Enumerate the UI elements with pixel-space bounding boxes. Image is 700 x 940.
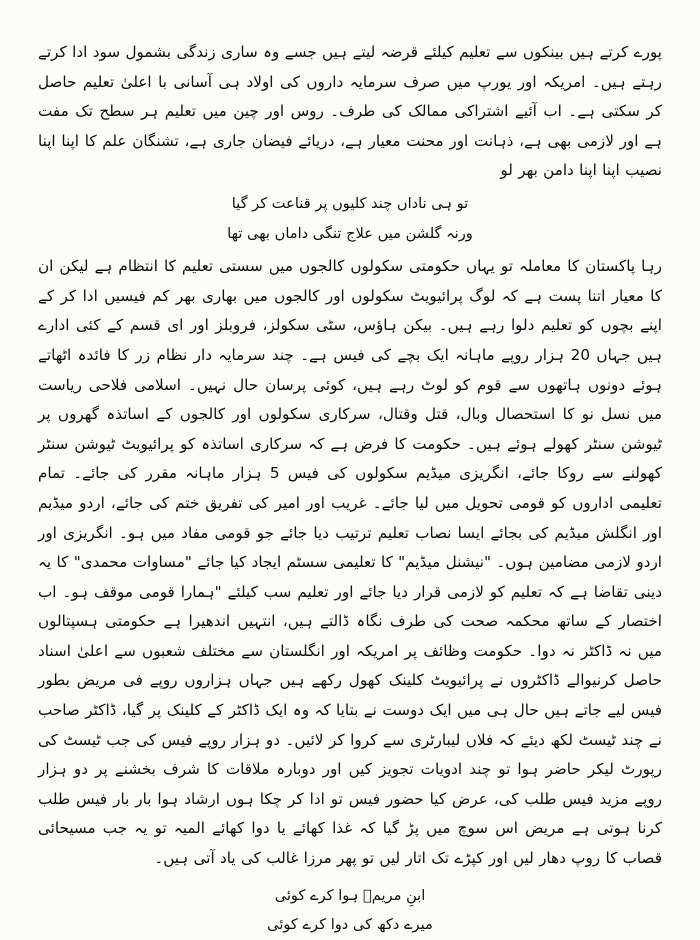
body-paragraph-1: پورے کرتے ہیں بینکوں سے تعلیم کیلئے قرضہ لیتے ہیں جسے وہ ساری زندگی بشمول سود ادا کرتے رہتے ہیں۔ امریکہ اور یورپ میں صرف سرمایہ داروں کی اولاد ہی آسانی با اعلیٰ تعلیم حاصل کر سکتی ہے۔ اب آئیے اشتراکی ممالک کی طرف۔ روس اور چین میں تعلیم ہر سطح تک مفت ہے اور لازمی بھی ہے، ذہانت اور محنت معیار ہے، دریائے فیضان جاری ہے، تشنگان علم کا اپنا اپنا نصیب اپنا اپنا دامن بھر لو: [38, 43, 662, 180]
spacer-before-couplet-2: [38, 874, 662, 881]
body-paragraph-2: رہا پاکستان کا معاملہ تو یہاں حکومتی سکولوں کالجوں میں سستی تعلیم کا انتظام ہے لیکن ان کا معیار اتنا پست ہے کہ لوگ پرائیویٹ سکولوں اور کالجوں میں بھاری بھر کم فیسیں ادا کر کے اپنے بچوں کو تعلیم دلوا رہے ہیں۔ بیکن ہاؤس، سٹی سکولز، فروبلز اور ای قسم کے کئی ادارے ہیں جہاں 20 ہزار روپے ماہانہ ایک بچے کی فیس ہے۔ چند سرمایہ دار نظام زر کا فائدہ اٹھاتے ہوئے دونوں ہاتھوں سے قوم کو لوٹ رہے ہیں، کوئی پرسان حال نہیں۔ اسلامی فلاحی ریاست میں نسل نو کا استحصال وبال، قتل وقتال، سرکاری سکولوں اور کالجوں کے اساتذہ گھروں پر ٹیوشن سنٹر کھولے ہوئے ہیں۔ حکومت کا فرض ہے کہ سرکاری اساتذہ کو پرائیویٹ ٹیوشن سنٹر کھولنے سے روکا جائے، انگریزی میڈیم سکولوں کی فیس 5 ہزار ماہانہ مقرر کی جائے۔ تمام تعلیمی اداروں کو قومی تحویل میں لیا جائے۔ غریب اور امیر کی تفریق ختم کی جائے، اردو میڈیم اور انگلش میڈیم کی بجائے ایسا نصاب تعلیم ترتیب دیا جائے جو قومی مفاد میں ہو۔ انگریزی اور اردو لازمی مضامین ہوں۔ "نیشنل میڈیم" کا تعلیمی سسٹم ایجاد کیا جائے "مساوات محمدی" کا یہ دینی تقاضا ہے کہ تعلیم کو لازمی قرار دیا جائے اور تعلیم سب کیلئے "ہمارا قومی موقف ہو۔ اب اختصار کے ساتھ محکمہ صحت کی طرف نگاہ ڈالتے ہیں، انتہیں اندھیرا ہے حکومتی ہسپتالوں میں نہ ڈاکٹر نہ دوا۔ حکومت وظائف پر امریکہ اور انگلستان سے مختلف شعبوں سے اعلیٰ اسناد حاصل کرنیوالے ڈاکٹروں نے پرائیویٹ کلینک کھول رکھے ہیں جہاں ہزاروں روپے فی مریض بطور فیس لیے جاتے ہیں حال ہی میں ایک دوست نے بتایا کہ وہ ایک ڈاکٹر کے کلینک پر گیا، ڈاکٹر صاحب نے چند ٹیسٹ لکھ دیئے کہ فلاں لیبارٹری سے کروا کر لائیں۔ دو ہزار روپے فیس کی جب ٹیسٹ کی رپورٹ لیکر حاضر ہوا تو چند ادویات تجویز کیں اور دوبارہ ملاقات کا شرف بخشنے پر دو ہزار روپے مزید فیس طلب کی، عرض کیا حضور فیس تو ادا کر چکا ہوں ارشاد ہوا بار بار فیس طلب کرنا ہوتی ہے مریض اس سوچ میں پڑ گیا کہ غذا کھائے یا دوا کھائے المیہ تو یہ جب مسیحائی قصاب کا روپ دھار لیں اور کپڑے تک اتار لیں تو پھر مرزا غالب کی یاد آتی ہیں۔: [38, 257, 662, 868]
couplet-1-line-2: ورنہ گلشن میں علاج تنگی داماں بھی تھا: [227, 224, 473, 242]
document-content: [38, 38, 662, 940]
couplet-block-2: [38, 881, 662, 940]
couplet-block-1: [38, 189, 662, 248]
couplet-2-line-2: میرے دکھ کی دوا کرے کوئی: [267, 916, 433, 934]
couplet-2-line-1: ابنِ مریمؑ ہوا کرے کوئی: [274, 886, 426, 904]
couplet-1-line-1: تو ہی ناداں چند کلیوں پر قناعت کر گیا: [231, 194, 469, 212]
